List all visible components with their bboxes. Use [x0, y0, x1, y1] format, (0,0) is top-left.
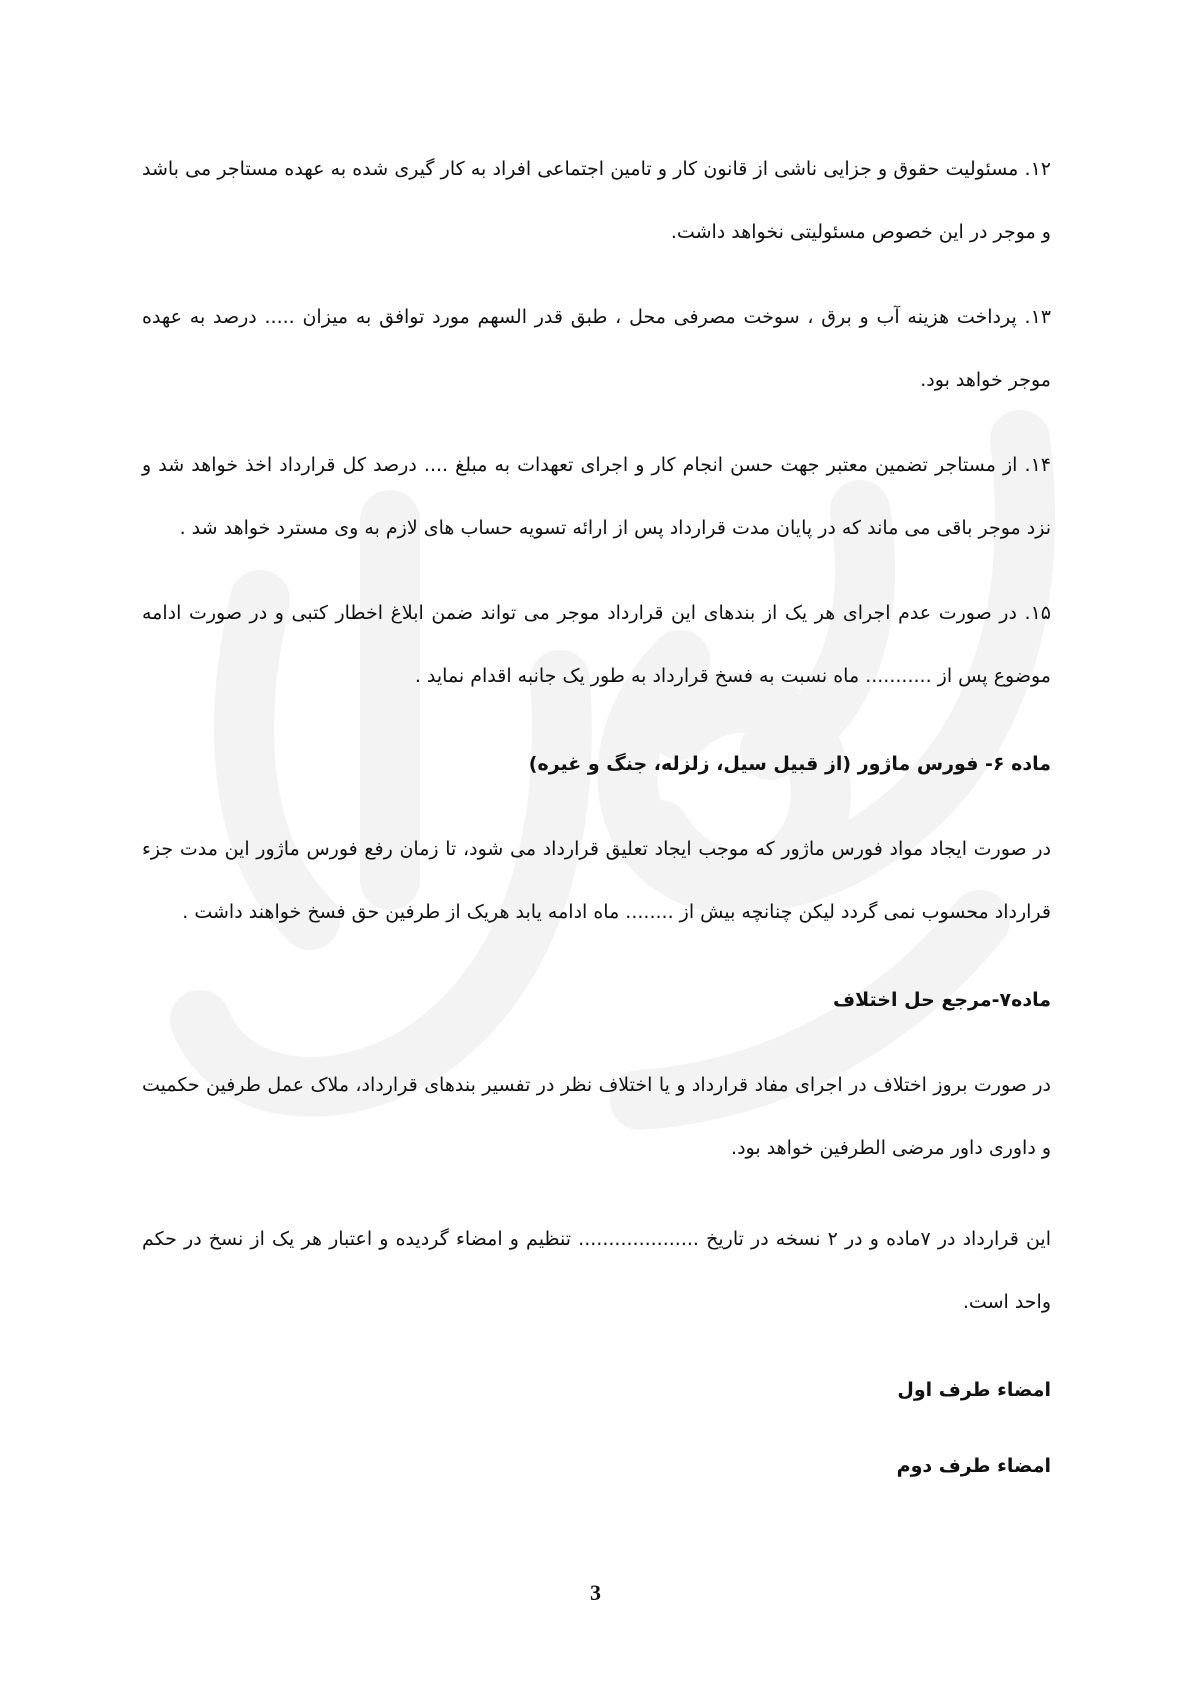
signature-first-party: امضاء طرف اول — [897, 1379, 1051, 1401]
article-7-body: در صورت بروز اختلاف در اجرای مفاد قرارداد و یا اختلاف نظر در تفسیر بندهای قرارداد، ملاک عمل طرفین حکمیت و داوری داور مرضی الطرفین خواهد بود. — [142, 1074, 1051, 1159]
clause-14: ۱۴. از مستاجر تضمین معتبر جهت حسن انجام کار و اجرای تعهدات به مبلغ .... درصد کل قرارداد اخذ خواهد شد و نزد موجر باقی می ماند که در پایان مدت قرارداد پس از ارائه تسویه حساب های لازم به وی مسترد خواهد شد . — [142, 454, 1051, 539]
clause-12: ۱۲. مسئولیت حقوق و جزایی ناشی از قانون کار و تامین اجتماعی افراد به کار گیری شده به عهده مستاجر می باشد و موجر در این خصوص مسئولیتی نخواهد داشت. — [142, 158, 1051, 243]
article-6-body: در صورت ایجاد مواد فورس ماژور که موجب ایجاد تعلیق قرارداد می شود، تا زمان رفع فورس ماژور این مدت جزء قرارداد محسوب نمی گردد لیکن چنانچه بیش از ........ ماه ادامه یابد هریک از طرفین حق فسخ خواهند داشت . — [142, 838, 1051, 923]
document-body — [142, 138, 1051, 1486]
signature-second-party: امضاء طرف دوم — [896, 1455, 1051, 1477]
article-6-heading: ماده ۶- فورس ماژور (از قبیل سیل، زلزله، جنگ و غیره) — [528, 753, 1051, 775]
page-number: 3 — [590, 1580, 601, 1605]
closing-statement: این قرارداد در ۷ماده و در ۲ نسخه در تاریخ .................... تنظیم و امضاء گردیده و اعتبار هر یک از نسخ در حکم واحد است. — [142, 1228, 1051, 1313]
clause-13: ۱۳. پرداخت هزینه آب و برق ، سوخت مصرفی محل ، طبق قدر السهم مورد توافق به میزان ..... درصد به عهده موجر خواهد بود. — [142, 306, 1051, 391]
article-7-heading: ماده۷-مرجع حل اختلاف — [833, 989, 1051, 1011]
clause-15: ۱۵. در صورت عدم اجرای هر یک از بندهای این قرارداد موجر می تواند ضمن ابلاغ اخطار کتبی و در صورت ادامه موضوع پس از ........... ماه نسبت به فسخ قرارداد به طور یک جانبه اقدام نماید . — [142, 602, 1051, 687]
